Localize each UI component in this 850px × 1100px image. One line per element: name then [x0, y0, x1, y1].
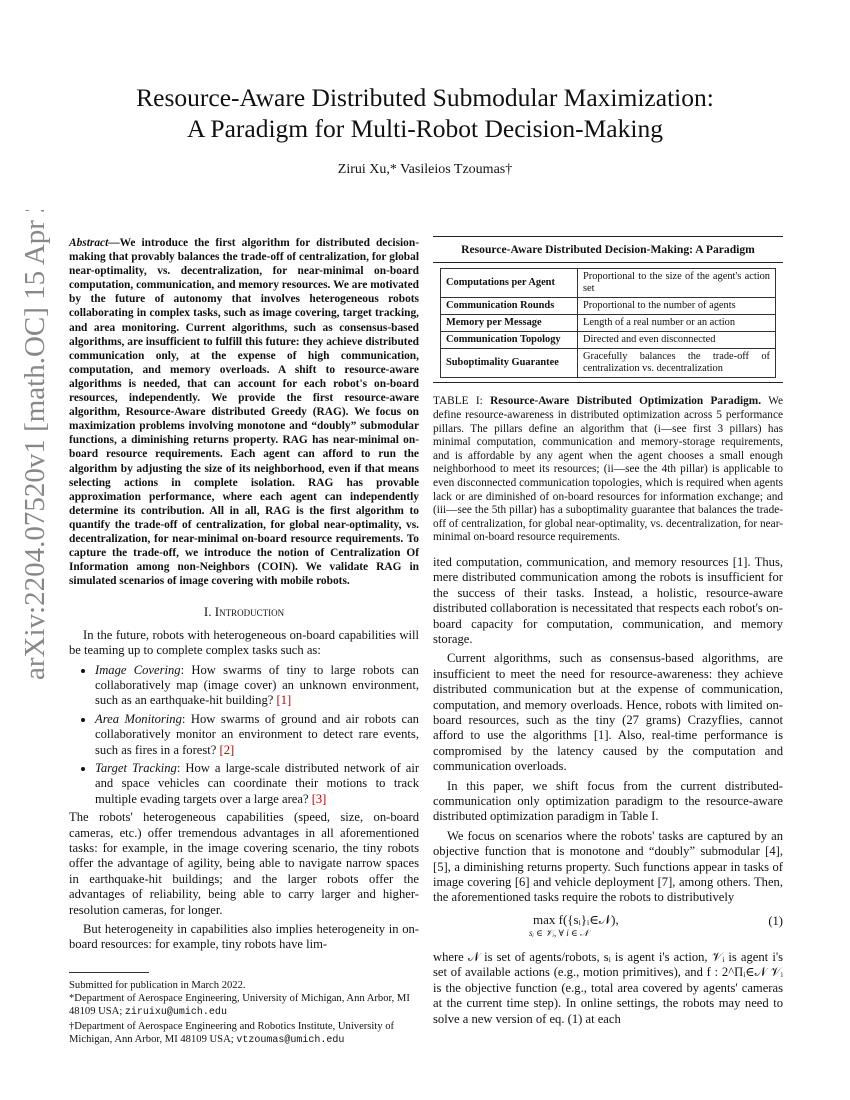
task-list: [69, 663, 419, 808]
table-row: Communication Topology Directed and even disconnected: [441, 332, 776, 349]
caption-title: Resource-Aware Distributed Optimization Paradigm.: [490, 395, 762, 408]
right-column: [433, 236, 783, 1031]
section-title-introduction: I. Introduction: [203, 604, 285, 620]
right-paragraph-2: Current algorithms, such as consensus-based algorithms, are insufficient to meet the need for resource-awareness: they achieve distributed communication but at the expense of communication, computation, and memory overloads. Hence, robots with limited on-board resources, such as the tiny (27 grams) Crazyflies, cannot afford to use the algorithms [1]. Also, real-time performance is compromised by the latency caused by the computation and communication overloads.: [433, 651, 783, 774]
email-2: vtzoumas@umich.edu: [236, 1034, 345, 1046]
bullet-text: : How a large-scale distributed network of air and space vehicles can coordinate their motions to track multiple evading targets over a large area?: [95, 761, 420, 806]
caption-label: TABLE I:: [433, 395, 491, 408]
equation-number: (1): [768, 913, 783, 928]
bullet-text: : How swarms of tiny to large robots can collaboratively map (image cover) an unknown environment, such as an earthquake-hit building?: [95, 662, 419, 708]
footnote-submitted: Submitted for publication in March 2022.: [69, 980, 246, 991]
citation-link[interactable]: [1]: [276, 693, 292, 708]
footnotes: [69, 972, 419, 1047]
bullet-term: Area Monitoring: [95, 711, 182, 726]
citation-link[interactable]: [2]: [219, 742, 235, 757]
citation-link[interactable]: [3]: [311, 791, 327, 806]
table-row: Computations per Agent Proportional to the size of the agent's action set: [441, 269, 776, 298]
equation-body: max f({sᵢ}ᵢ∈𝒩),: [533, 911, 619, 927]
footnote-affiliation-2: †Department of Aerospace Engineering and Robotics Institute, University of Michigan, Ann Arbor, MI 48109 USA; vtzoumas@umich.edu: [69, 1020, 395, 1046]
arxiv-identifier: [6, 210, 56, 680]
footnote-rule: [69, 972, 149, 973]
bullet-term: Target Tracking: [95, 761, 177, 775]
table-row: Memory per Message Length of a real number or an action: [441, 315, 776, 332]
title-line-2: A Paradigm for Multi-Robot Decision-Making: [187, 114, 663, 143]
abstract: [69, 236, 419, 588]
right-paragraph-4: We focus on scenarios where the robots' tasks are captured by an objective function that is monotone and “doubly” submodular [4], [5], a diminishing returns property. Such functions appear in tasks of image covering [6] and vehicle deployment [7], among others. Then, the aforementioned tasks require the robots to distributively: [433, 828, 783, 905]
authors: Zirui Xu,* Vasileios Tzoumas†: [337, 162, 513, 177]
table-caption: [433, 395, 783, 545]
intro-paragraph-3: But heterogeneity in capabilities also implies heterogeneity in on-board resources: for example, tiny robots have lim-: [69, 922, 419, 952]
bullet-text: : How swarms of ground and air robots can collaboratively monitor an environment to detect rare events, such as fires in a forest?: [95, 711, 419, 757]
email-1: ziruixu@umich.edu: [124, 1007, 227, 1019]
paper-title: [0, 82, 850, 144]
paradigm-table: [440, 268, 776, 378]
table-row: Communication Rounds Proportional to the number of agents: [441, 298, 776, 315]
intro-paragraph-1: In the future, robots with heterogeneous on-board capabilities will be teaming up to complete complex tasks such as:: [69, 627, 419, 658]
abstract-text: —We introduce the first algorithm for distributed decision-making that provably balances the trade-off of centralization, for global near-optimality, vs. decentralization, for near-minimal on-board computation, communication, and memory resources. We are motivated by the future of autonomy that involves heterogeneous robots collaborating in complex tasks, such as image covering, target tracking, and area monitoring. Current algorithms, such as consensus-based algorithms, are insufficient to fulfill this future: they achieve distributed communication only, at the expense of high communication, computation, and memory overloads. A shift to resource-aware algorithms is needed, that can account for each robot's on-board resources, independently. We provide the first resource-aware algorithm, Resource-Aware distributed Greedy (RAG). We focus on maximization problems involving monotone and “doubly” submodular functions, a diminishing returns property. RAG has near-minimal on-board resource requirements. Each agent can afford to run the algorithm by adjusting the size of its neighborhood, even if that means selecting actions in complete isolation. RAG has provable approximation performance, where each agent can independently determine its contribution. All in all, RAG is the first algorithm to quantify the trade-off of centralization, for global near-optimality, vs. decentralization, for near-minimal on-board resource requirements. To capture the trade-off, we introduce the notion of Centralization Of Information among non-Neighbors (COIN). We validate RAG in simulated scenarios of image covering with mobile robots.: [69, 237, 419, 588]
list-item: [95, 761, 419, 807]
table-row: Suboptimality Guarantee Gracefully balances the trade-off of centralization vs. decentralization: [441, 349, 776, 378]
right-paragraph-3: In this paper, we shift focus from the current distributed-communication only optimization paradigm to the resource-aware distributed optimization paradigm in Table I.: [433, 778, 783, 824]
arxiv-id-text: arXiv:2204.07520v1 [math.OC] 15 Apr 2022: [19, 210, 51, 680]
caption-text: We define resource-awareness in distributed optimization across 5 performance pillars. The pillars define an algorithm that (i—see first 3 pillars) has minimal computation, communication and memory-storage requirements, and is affordable by any agent when the agent chooses a small enough neighborhood to meet its resources; (ii—see the 4th pillar) is applicable to even disconnected communication topologies, which is required when agents lack or are diminished of on-board resources for information exchange; and (iii—see the 5th pillar) has a suboptimality guarantee that balances the trade-off of centralization, for global near-optimality, vs. decentralization, for near-minimal on-board resource requirements.: [433, 395, 783, 544]
table-title: Resource-Aware Distributed Decision-Making: A Paradigm: [433, 239, 783, 263]
intro-paragraph-2: The robots' heterogeneous capabilities (speed, size, on-board cameras, etc.) offer tremendous advantages in all aforementioned tasks: for example, in the image covering scenario, the tiny robots offer the advantage of agility, being able to navigate narrow spaces in earthquake-hit buildings; and the larger robots offer the advantages of reliability, being able to carry larger and higher-resolution cameras, for longer.: [69, 810, 419, 917]
bullet-term: Image Covering: [95, 662, 181, 677]
right-paragraph-5: where 𝒩 is set of agents/robots, sᵢ is agent i's action, 𝒱ᵢ is agent i's set of available actions (e.g., motion primitives), and f : 2^Πᵢ∈𝒩 𝒱ᵢ is the objective function (e.g., total area covered by agents' cameras at the current time step). In online settings, the robots may need to solve a new version of eq. (1) at each: [433, 949, 783, 1026]
list-item: [95, 712, 419, 758]
equation-1: [433, 912, 783, 946]
title-line-1: Resource-Aware Distributed Submodular Maximization:: [136, 83, 714, 112]
abstract-label: Abstract: [69, 237, 109, 249]
list-item: [95, 663, 419, 709]
right-paragraph-1: ited computation, communication, and memory resources [1]. Thus, mere distributed communication among the robots is insufficient for the success of their tasks. Instead, a holistic, resource-aware distributed collaboration is necessitated that respects each robot's on-board capacity for computation, communication, and memory storage.: [433, 554, 783, 646]
equation-subscript: sᵢ ∈ 𝒱ᵢ, ∀ i ∈ 𝒩: [529, 927, 589, 938]
footnote-affiliation-1: *Department of Aerospace Engineering, University of Michigan, Ann Arbor, MI 48109 USA; ziruixu@umich.edu: [69, 993, 410, 1019]
paradigm-table-box: [433, 236, 783, 383]
left-column: [69, 236, 419, 957]
